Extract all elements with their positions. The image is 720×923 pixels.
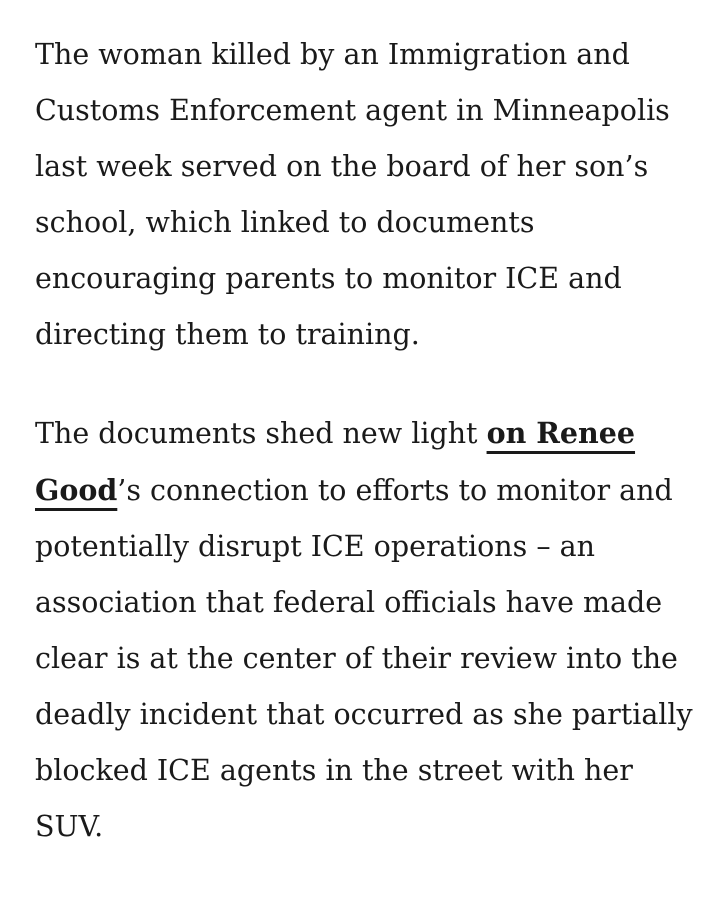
paragraph-2-text-before-link: The documents shed new light — [35, 417, 487, 450]
paragraph-2-text-after-link: ’s connection to efforts to monitor and potentially disrupt ICE operations – an association that federal officials have made clear is at the center of their review into the deadly incident that occurred as she partially blocked ICE agents in the street with her SUV. — [35, 474, 693, 843]
renee-good-link[interactable]: on Renee Good — [35, 416, 636, 507]
paragraph-1: The woman killed by an Immigration and Customs Enforcement agent in Minneapolis last week served on the board of her son’s school, which linked to documents encouraging parents to monitor ICE and directing them to training. — [35, 38, 670, 351]
paragraph-2 — [35, 405, 705, 855]
article-body — [35, 27, 705, 855]
